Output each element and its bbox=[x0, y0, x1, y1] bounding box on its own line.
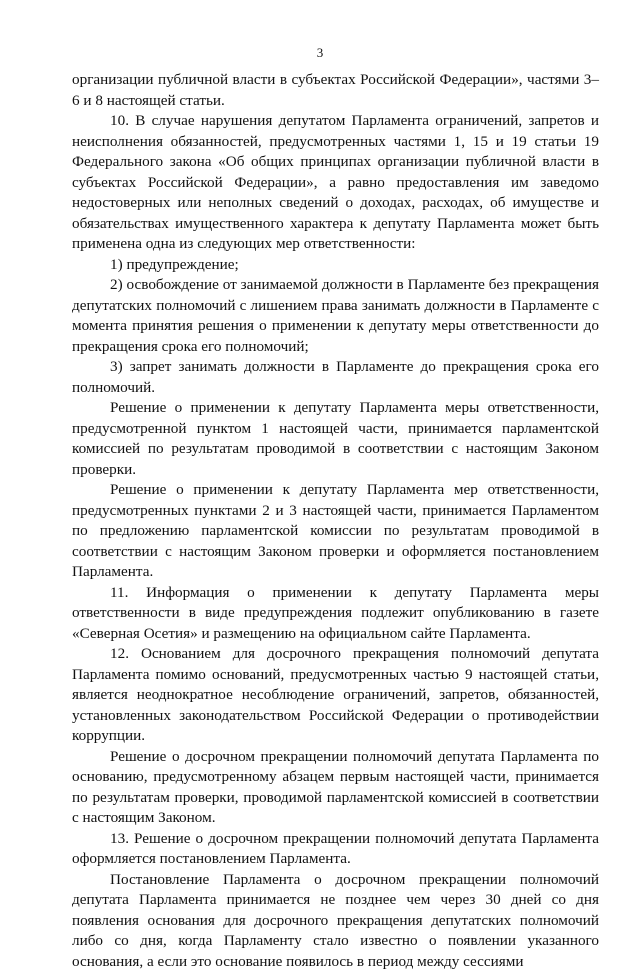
document-body bbox=[72, 70, 599, 972]
paragraph-continuation: организации публичной власти в субъектах Российской Федерации», частями 3–6 и 8 настоящей статьи. bbox=[72, 70, 599, 111]
paragraph-resolution-deadline: Постановление Парламента о досрочном прекращении полномочий депутата Парламента принимается не позднее чем через 30 дней со дня появления основания для досрочного прекращения депутатских полномочий либо со дня, когда Парламенту стало известно о появлении указанного основания, а если это основание появилось в период между сессиями bbox=[72, 870, 599, 972]
page-number: 3 bbox=[0, 45, 640, 61]
paragraph-part-12: 12. Основанием для досрочного прекращения полномочий депутата Парламента помимо оснований, предусмотренных частью 9 настоящей статьи, является неоднократное несоблюдение ограничений, запретов, обязанностей, установленных законодательством Российской Федерации о противодействии коррупции. bbox=[72, 644, 599, 747]
paragraph-part-10: 10. В случае нарушения депутатом Парламента ограничений, запретов и неисполнения обязанностей, предусмотренных частями 1, 15 и 19 статьи 19 Федерального закона «Об общих принципах организации публичной власти в субъектах Российской Федерации», а равно предоставления им заведомо недостоверных или неполных сведений о доходах, расходах, об имуществе и обязательствах имущественного характера к депутату Парламента может быть применена одна из следующих мер ответственности: bbox=[72, 111, 599, 255]
paragraph-commission-decision: Решение о применении к депутату Парламента меры ответственности, предусмотренной пунктом 1 настоящей части, принимается парламентской комиссией по результатам проводимой в соответствии с настоящим Законом проверки. bbox=[72, 398, 599, 480]
paragraph-part-13: 13. Решение о досрочном прекращении полномочий депутата Парламента оформляется постановлением Парламента. bbox=[72, 829, 599, 870]
list-item-position-ban: 3) запрет занимать должности в Парламенте до прекращения срока его полномочий. bbox=[72, 357, 599, 398]
paragraph-early-termination-decision: Решение о досрочном прекращении полномочий депутата Парламента по основанию, предусмотренному абзацем первым настоящей части, принимается по результатам проверки, проводимой парламентской комиссией в соответствии с настоящим Законом. bbox=[72, 747, 599, 829]
list-item-release-from-position: 2) освобождение от занимаемой должности в Парламенте без прекращения депутатских полномочий с лишением права занимать должности в Парламенте с момента принятия решения о применении к депутату меры ответственности до прекращения срока его полномочий; bbox=[72, 275, 599, 357]
paragraph-parliament-decision: Решение о применении к депутату Парламента мер ответственности, предусмотренных пунктами 2 и 3 настоящей части, принимается Парламентом по предложению парламентской комиссии по результатам проводимой в соответствии с настоящим Законом проверки и оформляется постановлением Парламента. bbox=[72, 480, 599, 583]
paragraph-part-11: 11. Информация о применении к депутату Парламента меры ответственности в виде предупреждения подлежит опубликованию в газете «Северная Осетия» и размещению на официальном сайте Парламента. bbox=[72, 583, 599, 645]
list-item-warning: 1) предупреждение; bbox=[72, 255, 599, 276]
